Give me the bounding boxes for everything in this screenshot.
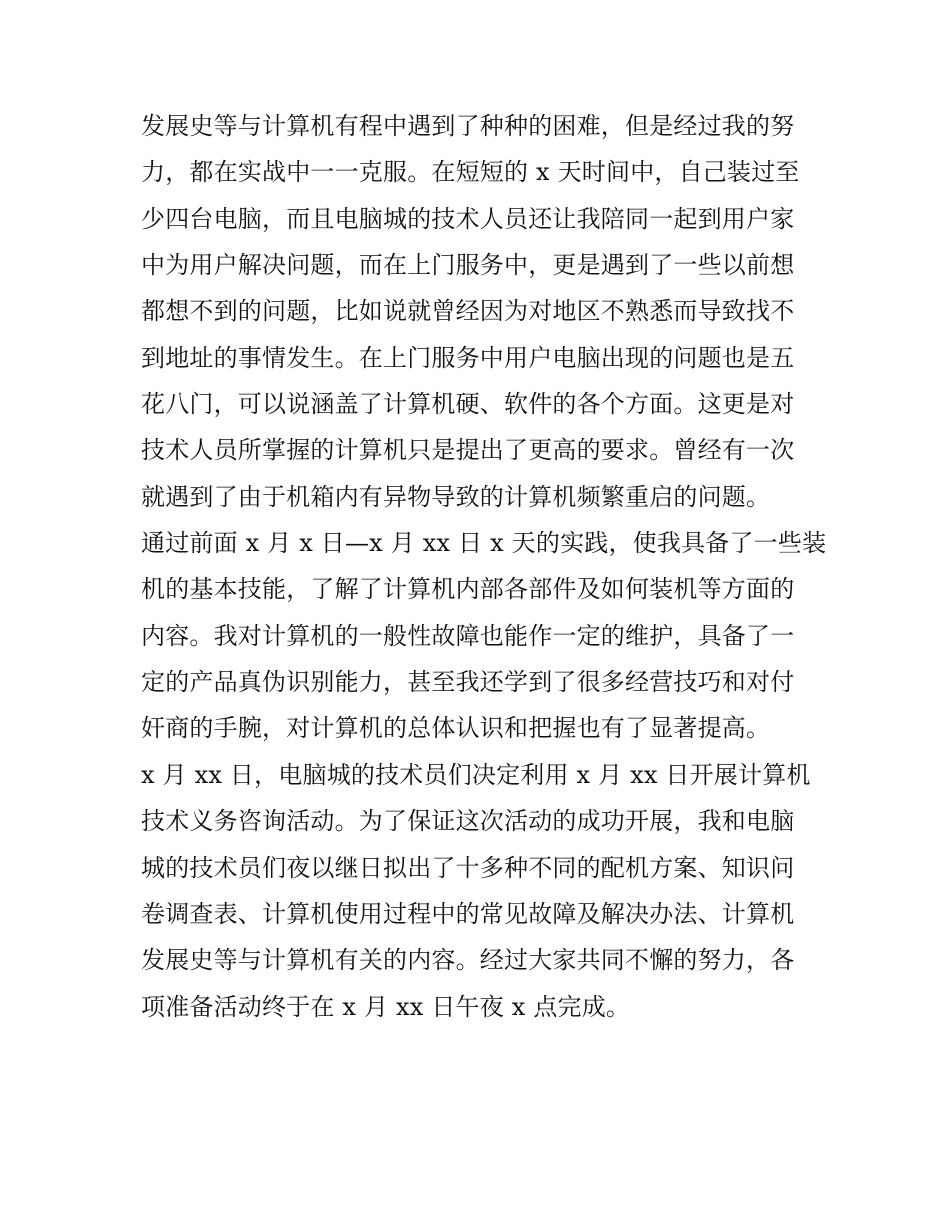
text-line: 机的基本技能，了解了计算机内部各部件及如何装机等方面的 (141, 575, 795, 604)
text-line: 定的产品真伪识别能力，甚至我还学到了很多经营技巧和对付 (141, 668, 795, 697)
text-line: 少四台电脑，而且电脑城的技术人员还让我陪同一起到用户家 (141, 204, 795, 233)
text-line: 通过前面 x 月 x 日—x 月 xx 日 x 天的实践，使我具备了一些装 (141, 529, 827, 558)
text-line: 奸商的手腕，对计算机的总体认识和把握也有了显著提高。 (141, 714, 771, 743)
text-line: 中为用户解决问题，而在上门服务中，更是遇到了一些以前想 (141, 251, 795, 280)
body-text (141, 103, 827, 1030)
text-line: 卷调查表、计算机使用过程中的常见故障及解决办法、计算机 (141, 899, 795, 928)
text-line: 发展史等与计算机有关的内容。经过大家共同不懈的努力，各 (141, 946, 795, 975)
text-line: 发展史等与计算机有程中遇到了种种的困难，但是经过我的努 (141, 112, 795, 140)
text-line: x 月 xx 日，电脑城的技术员们决定利用 x 月 xx 日开展计算机 (141, 760, 811, 789)
text-line: 到地址的事情发生。在上门服务中用户电脑出现的问题也是五 (141, 343, 795, 372)
text-line: 就遇到了由于机箱内有异物导致的计算机频繁重启的问题。 (141, 482, 771, 511)
text-line: 力，都在实战中一一克服。在短短的 x 天时间中，自己装过至 (141, 158, 800, 187)
text-line: 项准备活动终于在 x 月 xx 日午夜 x 点完成。 (141, 992, 631, 1021)
text-line: 技术人员所掌握的计算机只是提出了更高的要求。曾经有一次 (141, 436, 795, 465)
text-line: 技术义务咨询活动。为了保证这次活动的成功开展，我和电脑 (141, 807, 795, 836)
text-line: 城的技术员们夜以继日拟出了十多种不同的配机方案、知识问 (141, 853, 795, 882)
text-line: 内容。我对计算机的一般性故障也能作一定的维护，具备了一 (141, 621, 795, 650)
text-line: 都想不到的问题，比如说就曾经因为对地区不熟悉而导致找不 (141, 297, 795, 326)
text-line: 花八门，可以说涵盖了计算机硬、软件的各个方面。这更是对 (141, 390, 795, 419)
